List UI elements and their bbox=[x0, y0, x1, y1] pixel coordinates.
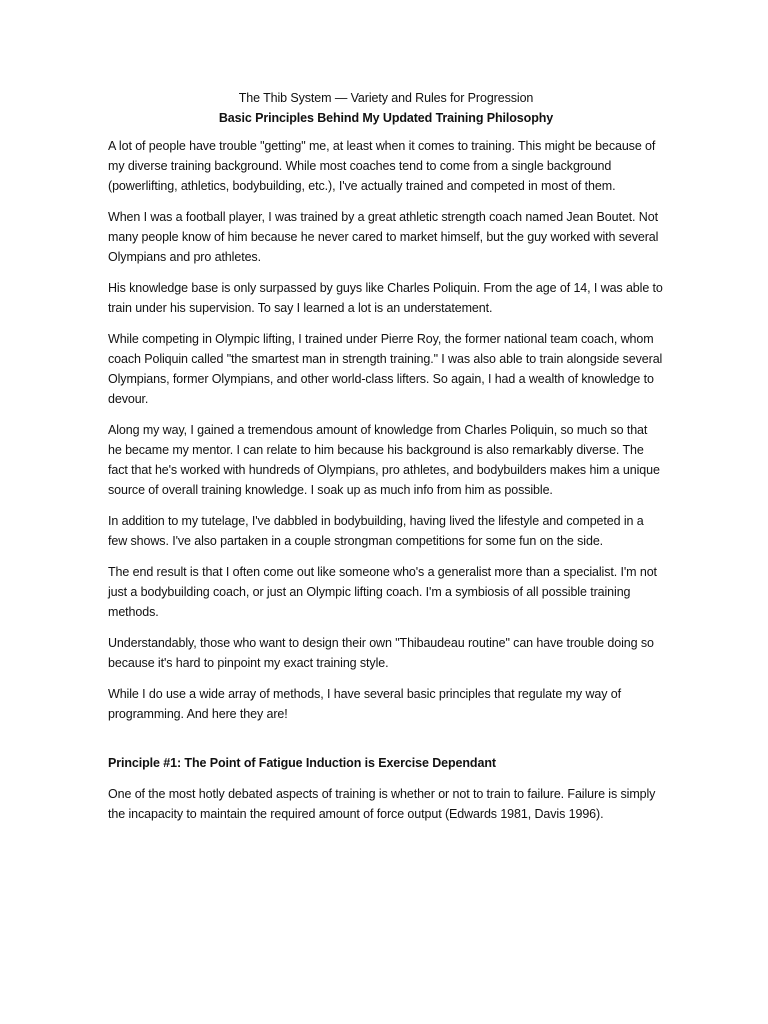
paragraph: When I was a football player, I was trained by a great athletic strength coach named Jean Boutet. Not many people know of him because he never cared to market himself, but the guy worked with several Olympians and pro athletes. bbox=[108, 210, 659, 264]
paragraph: Along my way, I gained a tremendous amount of knowledge from Charles Poliquin, so much so that he became my mentor. I can relate to him because his background is also remarkably diverse. The fact that he's worked with hundreds of Olympians, pro athletes, and bodybuilders makes him a unique source of overall training knowledge. I soak up as much info from him as possible. bbox=[108, 423, 660, 497]
paragraph: While I do use a wide array of methods, I have several basic principles that regulate my way of programming. And here they are! bbox=[108, 687, 621, 721]
paragraph: His knowledge base is only surpassed by guys like Charles Poliquin. From the age of 14, I was able to train under his supervision. To say I learned a lot is an understatement. bbox=[108, 281, 663, 315]
section-heading: Principle #1: The Point of Fatigue Induction is Exercise Dependant bbox=[108, 756, 496, 770]
paragraph: The end result is that I often come out like someone who's a generalist more than a specialist. I'm not just a bodybuilding coach, or just an Olympic lifting coach. I'm a symbiosis of all possible training methods. bbox=[108, 565, 657, 619]
paragraph: In addition to my tutelage, I've dabbled in bodybuilding, having lived the lifestyle and competed in a few shows. I've also partaken in a couple strongman competitions for some fun on the side. bbox=[108, 514, 644, 548]
document-subtitle: Basic Principles Behind My Updated Training Philosophy bbox=[218, 111, 554, 125]
paragraph: A lot of people have trouble "getting" me, at least when it comes to training. This might be because of my diverse training background. While most coaches tend to come from a single background (powerlifting, athletics, bodybuilding, etc.), I've actually trained and competed in most of them. bbox=[108, 139, 656, 193]
section-paragraph: One of the most hotly debated aspects of training is whether or not to train to failure. Failure is simply the incapacity to maintain the required amount of force output (Edwards 1981, Davis 1996). bbox=[108, 787, 656, 821]
paragraph: While competing in Olympic lifting, I trained under Pierre Roy, the former national team coach, whom coach Poliquin called "the smartest man in strength training." I was also able to train alongside several Olympians, former Olympians, and other world-class lifters. So again, I had a wealth of knowledge to devour. bbox=[108, 332, 663, 406]
paragraph: Understandably, those who want to design their own "Thibaudeau routine" can have trouble doing so because it's hard to pinpoint my exact training style. bbox=[108, 636, 654, 670]
document-title: The Thib System — Variety and Rules for Progression bbox=[238, 91, 534, 105]
document-body bbox=[108, 88, 664, 835]
